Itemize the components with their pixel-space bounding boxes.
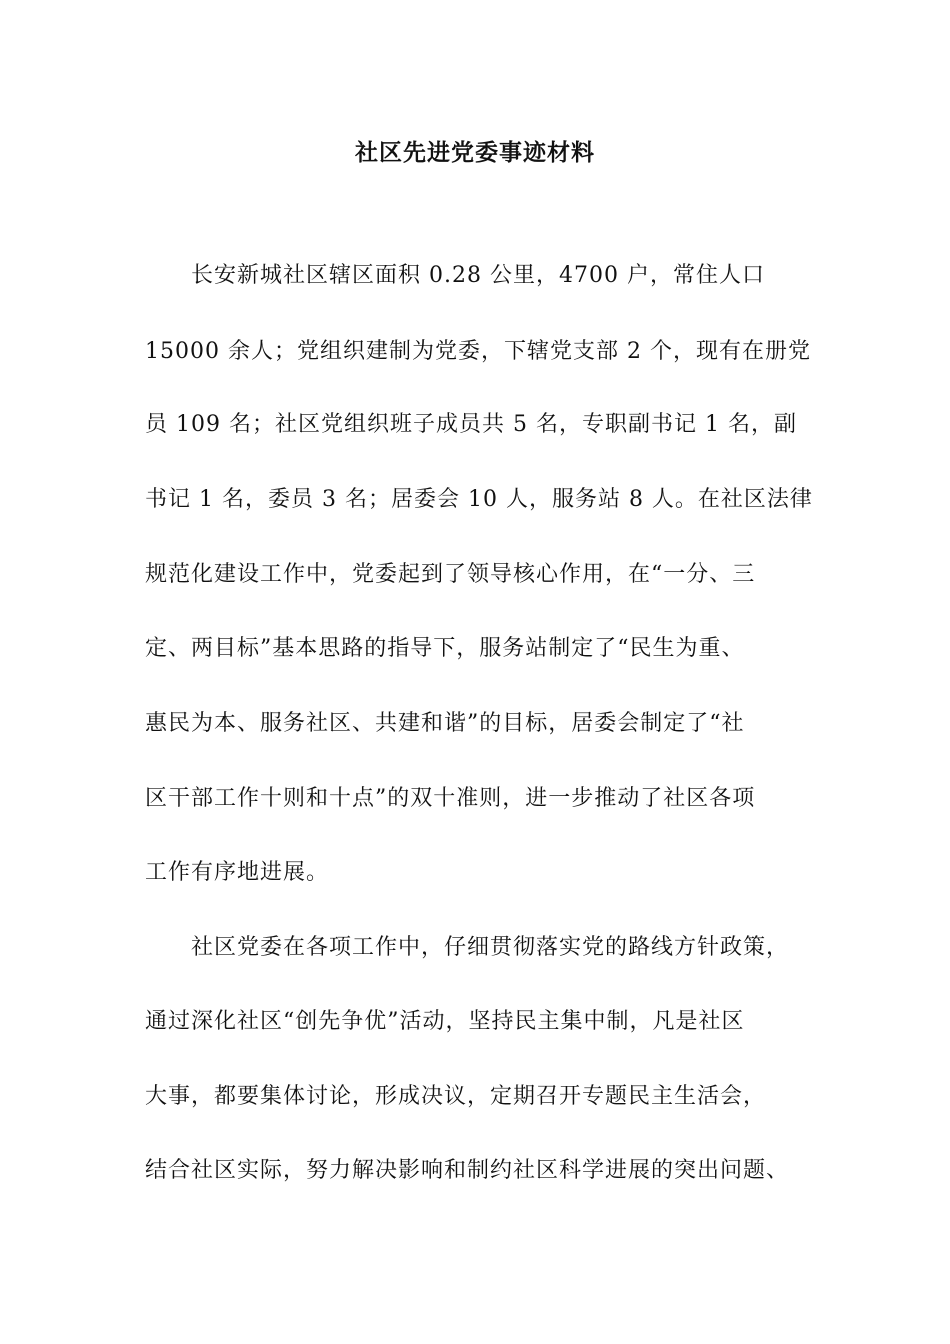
body-line: 结合社区实际，努力解决影响和制约社区科学进展的突出问题、 <box>145 1158 790 1183</box>
body-line: 大事，都要集体讨论，形成决议，定期召开专题民主生活会， <box>145 1084 767 1109</box>
body-line: 员 109 名；社区党组织班子成员共 5 名，专职副书记 1 名，副 <box>145 412 797 437</box>
body-line: 书记 1 名，委员 3 名；居委会 10 人，服务站 8 人。在社区法律 <box>145 487 813 512</box>
document-title: 社区先进党委事迹材料 <box>355 140 595 166</box>
body-line: 15000 余人；党组织建制为党委，下辖党支部 2 个，现有在册党 <box>145 339 811 364</box>
body-line: 规范化建设工作中，党委起到了领导核心作用，在“一分、三 <box>145 562 756 587</box>
body-line: 定、两目标”基本思路的指导下，服务站制定了“民生为重、 <box>145 636 745 661</box>
body-line: 社区党委在各项工作中，仔细贯彻落实党的路线方针政策， <box>145 935 790 960</box>
body-line: 通过深化社区“创先争优”活动，坚持民主集中制，凡是社区 <box>145 1009 745 1034</box>
body-line: 区干部工作十则和十点”的双十准则，进一步推动了社区各项 <box>145 786 756 811</box>
body-line: 工作有序地进展。 <box>145 860 330 885</box>
body-line: 惠民为本、服务社区、共建和谐”的目标，居委会制定了“社 <box>145 711 745 736</box>
body-line: 长安新城社区辖区面积 0.28 公里，4700 户，常住人口 <box>145 263 765 288</box>
